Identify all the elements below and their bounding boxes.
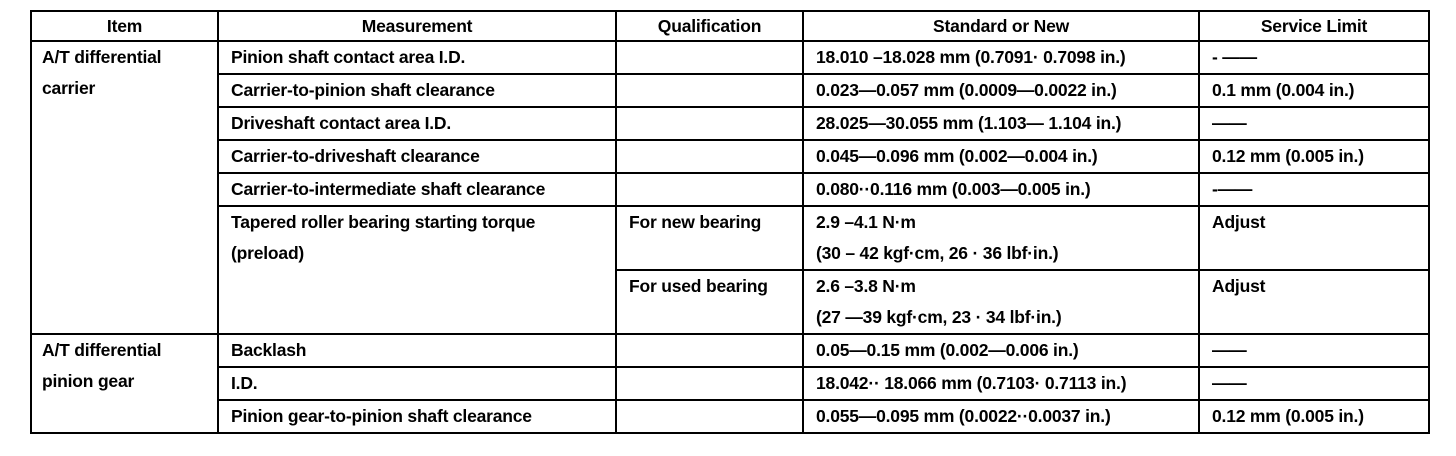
standard-cell: 18.010 –18.028 mm (0.7091· 0.7098 in.): [803, 41, 1199, 74]
qualification-cell: [616, 400, 803, 433]
qualification-cell: [616, 107, 803, 140]
limit-cell: Adjust: [1199, 206, 1429, 270]
item-cell-pinion-gear: [31, 334, 218, 433]
header-measurement: Measurement: [218, 11, 616, 41]
limit-cell: - ——: [1199, 41, 1429, 74]
measurement-cell: Carrier-to-pinion shaft clearance: [218, 74, 616, 107]
measurement-label: Tapered roller bearing starting torque: [231, 212, 536, 232]
qualification-cell: [616, 367, 803, 400]
item-label: A/T differential: [42, 340, 162, 360]
standard-cell: 0.045—0.096 mm (0.002—0.004 in.): [803, 140, 1199, 173]
header-standard: Standard or New: [803, 11, 1199, 41]
measurement-cell: Carrier-to-intermediate shaft clearance: [218, 173, 616, 206]
standard-cell: 0.080··0.116 mm (0.003—0.005 in.): [803, 173, 1199, 206]
standard-cell: 0.055—0.095 mm (0.0022··0.0037 in.): [803, 400, 1199, 433]
item-label: A/T differential: [42, 47, 162, 67]
measurement-cell: Carrier-to-driveshaft clearance: [218, 140, 616, 173]
limit-cell: ——: [1199, 367, 1429, 400]
limit-cell: -——: [1199, 173, 1429, 206]
standard-cell: 18.042·· 18.066 mm (0.7103· 0.7113 in.): [803, 367, 1199, 400]
standard-cell: 0.05—0.15 mm (0.002—0.006 in.): [803, 334, 1199, 367]
spec-table-container: [30, 10, 1428, 426]
measurement-cell: Pinion gear-to-pinion shaft clearance: [218, 400, 616, 433]
table-row: [31, 400, 1429, 433]
item-label: carrier: [42, 78, 96, 98]
qualification-cell: [616, 74, 803, 107]
measurement-cell: Pinion shaft contact area I.D.: [218, 41, 616, 74]
limit-cell: 0.1 mm (0.004 in.): [1199, 74, 1429, 107]
header-qualification: Qualification: [616, 11, 803, 41]
limit-cell: ——: [1199, 334, 1429, 367]
item-cell-carrier: [31, 41, 218, 334]
measurement-cell: I.D.: [218, 367, 616, 400]
limit-cell: 0.12 mm (0.005 in.): [1199, 400, 1429, 433]
table-row: [31, 107, 1429, 140]
table-row: [31, 206, 1429, 270]
header-row: [31, 11, 1429, 41]
standard-cell: [803, 206, 1199, 270]
limit-cell: Adjust: [1199, 270, 1429, 334]
standard-value: (30 – 42 kgf·cm, 26 · 36 lbf·in.): [816, 243, 1059, 263]
measurement-label: (preload): [231, 243, 305, 263]
table-row: [31, 41, 1429, 74]
qualification-cell: [616, 334, 803, 367]
standard-value: 2.6 –3.8 N·m: [816, 276, 916, 296]
measurement-cell: Backlash: [218, 334, 616, 367]
standard-cell: 0.023—0.057 mm (0.0009—0.0022 in.): [803, 74, 1199, 107]
header-service-limit: Service Limit: [1199, 11, 1429, 41]
limit-cell: 0.12 mm (0.005 in.): [1199, 140, 1429, 173]
header-item: Item: [31, 11, 218, 41]
table-row: [31, 367, 1429, 400]
table-row: [31, 74, 1429, 107]
qualification-cell: [616, 173, 803, 206]
standard-cell: 28.025—30.055 mm (1.103— 1.104 in.): [803, 107, 1199, 140]
measurement-cell: Driveshaft contact area I.D.: [218, 107, 616, 140]
table-row: [31, 173, 1429, 206]
standard-value: (27 —39 kgf·cm, 23 · 34 lbf·in.): [816, 307, 1062, 327]
table-row: [31, 334, 1429, 367]
limit-cell: ——: [1199, 107, 1429, 140]
standard-cell: [803, 270, 1199, 334]
qualification-cell: [616, 41, 803, 74]
table-row: [31, 140, 1429, 173]
qualification-cell: For new bearing: [616, 206, 803, 270]
qualification-cell: For used bearing: [616, 270, 803, 334]
standard-value: 2.9 –4.1 N·m: [816, 212, 916, 232]
item-label: pinion gear: [42, 371, 135, 391]
measurement-cell-torque: [218, 206, 616, 334]
qualification-cell: [616, 140, 803, 173]
differential-spec-table: [30, 10, 1430, 434]
